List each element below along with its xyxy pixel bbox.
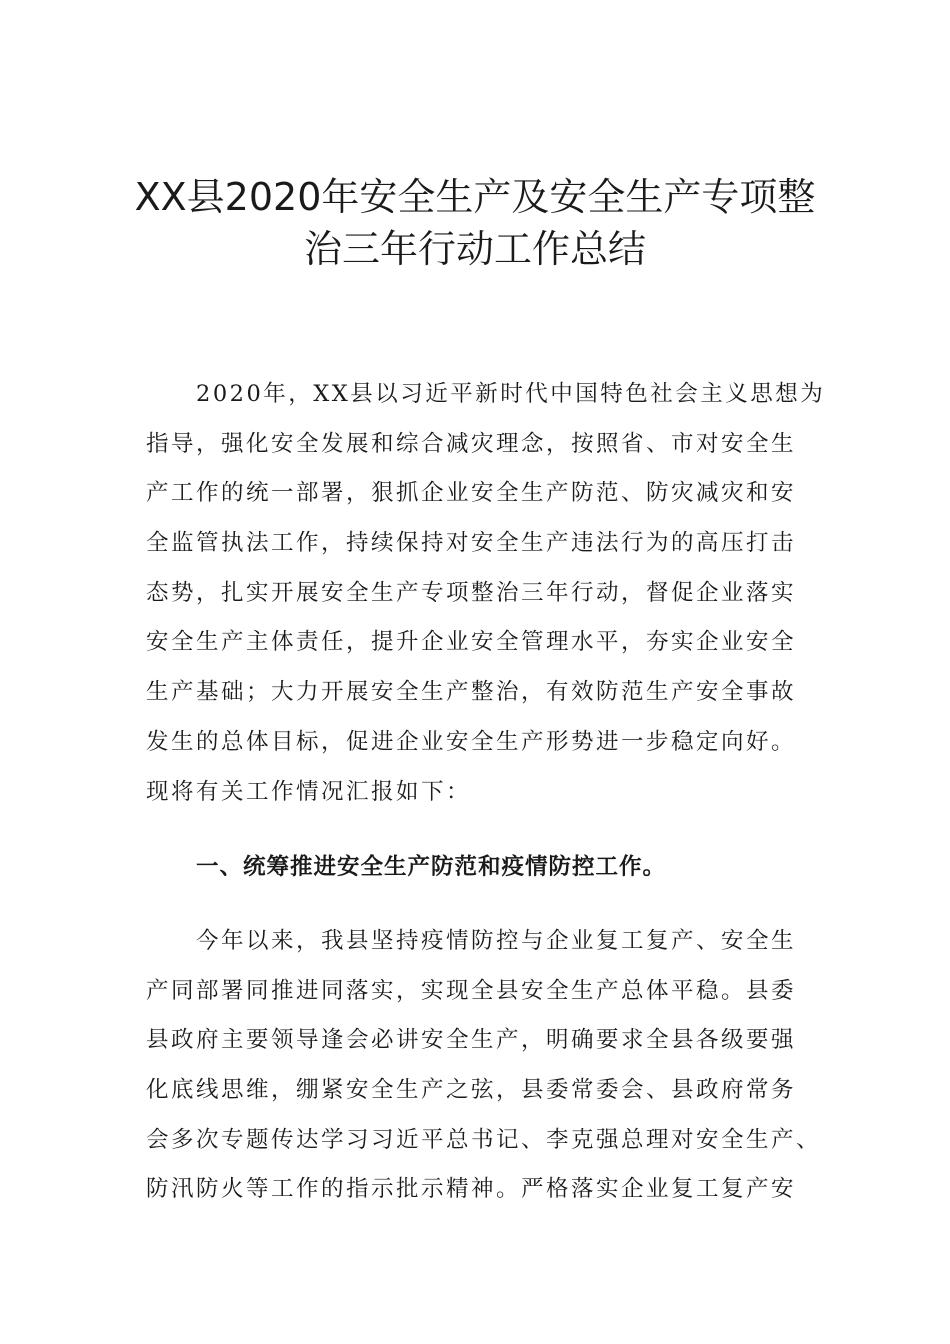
paragraph-line: 化底线思维，绷紧安全生产之弦，县委常委会、县政府常务 [146, 1077, 797, 1104]
intro-paragraph [146, 370, 826, 817]
paragraph-line: 产同部署同推进同落实，实现全县安全生产总体平稳。县委 [146, 977, 797, 1004]
section1-paragraph [146, 917, 822, 1215]
title-line-2: 治三年行动工作总结 [303, 227, 646, 271]
section-heading-1: 一、统筹推进安全生产防范和疫情防控工作。 [196, 854, 667, 880]
paragraph-line: 2020年，XX县以习近平新时代中国特色社会主义思想为 [196, 381, 826, 407]
paragraph-line: 指导，强化安全发展和综合减灾理念，按照省、市对安全生 [146, 430, 797, 457]
paragraph-line: 现将有关工作情况汇报如下： [146, 778, 472, 805]
paragraph-line: 今年以来，我县坚持疫情防控与企业复工复产、安全生 [196, 928, 797, 954]
paragraph-line: 会多次专题传达学习习近平总书记、李克强总理对安全生产、 [146, 1126, 822, 1153]
title-line-1: XX县2020年安全生产及安全生产专项整 [134, 175, 816, 219]
paragraph-line: 生产基础；大力开展安全生产整治，有效防范生产安全事故 [146, 679, 797, 706]
paragraph-line: 安全生产主体责任，提升企业安全管理水平，夯实企业安全 [146, 629, 797, 656]
document-title [110, 171, 840, 275]
paragraph-line: 县政府主要领导逢会必讲安全生产，明确要求全县各级要强 [146, 1027, 797, 1054]
paragraph-line: 全监管执法工作，持续保持对安全生产违法行为的高压打击 [146, 530, 797, 557]
paragraph-line: 防汛防火等工作的指示批示精神。严格落实企业复工复产安 [146, 1176, 797, 1203]
paragraph-line: 产工作的统一部署，狠抓企业安全生产防范、防灾减灾和安 [146, 480, 797, 507]
paragraph-line: 发生的总体目标，促进企业安全生产形势进一步稳定向好。 [146, 728, 797, 755]
paragraph-line: 态势，扎实开展安全生产专项整治三年行动，督促企业落实 [146, 579, 797, 606]
